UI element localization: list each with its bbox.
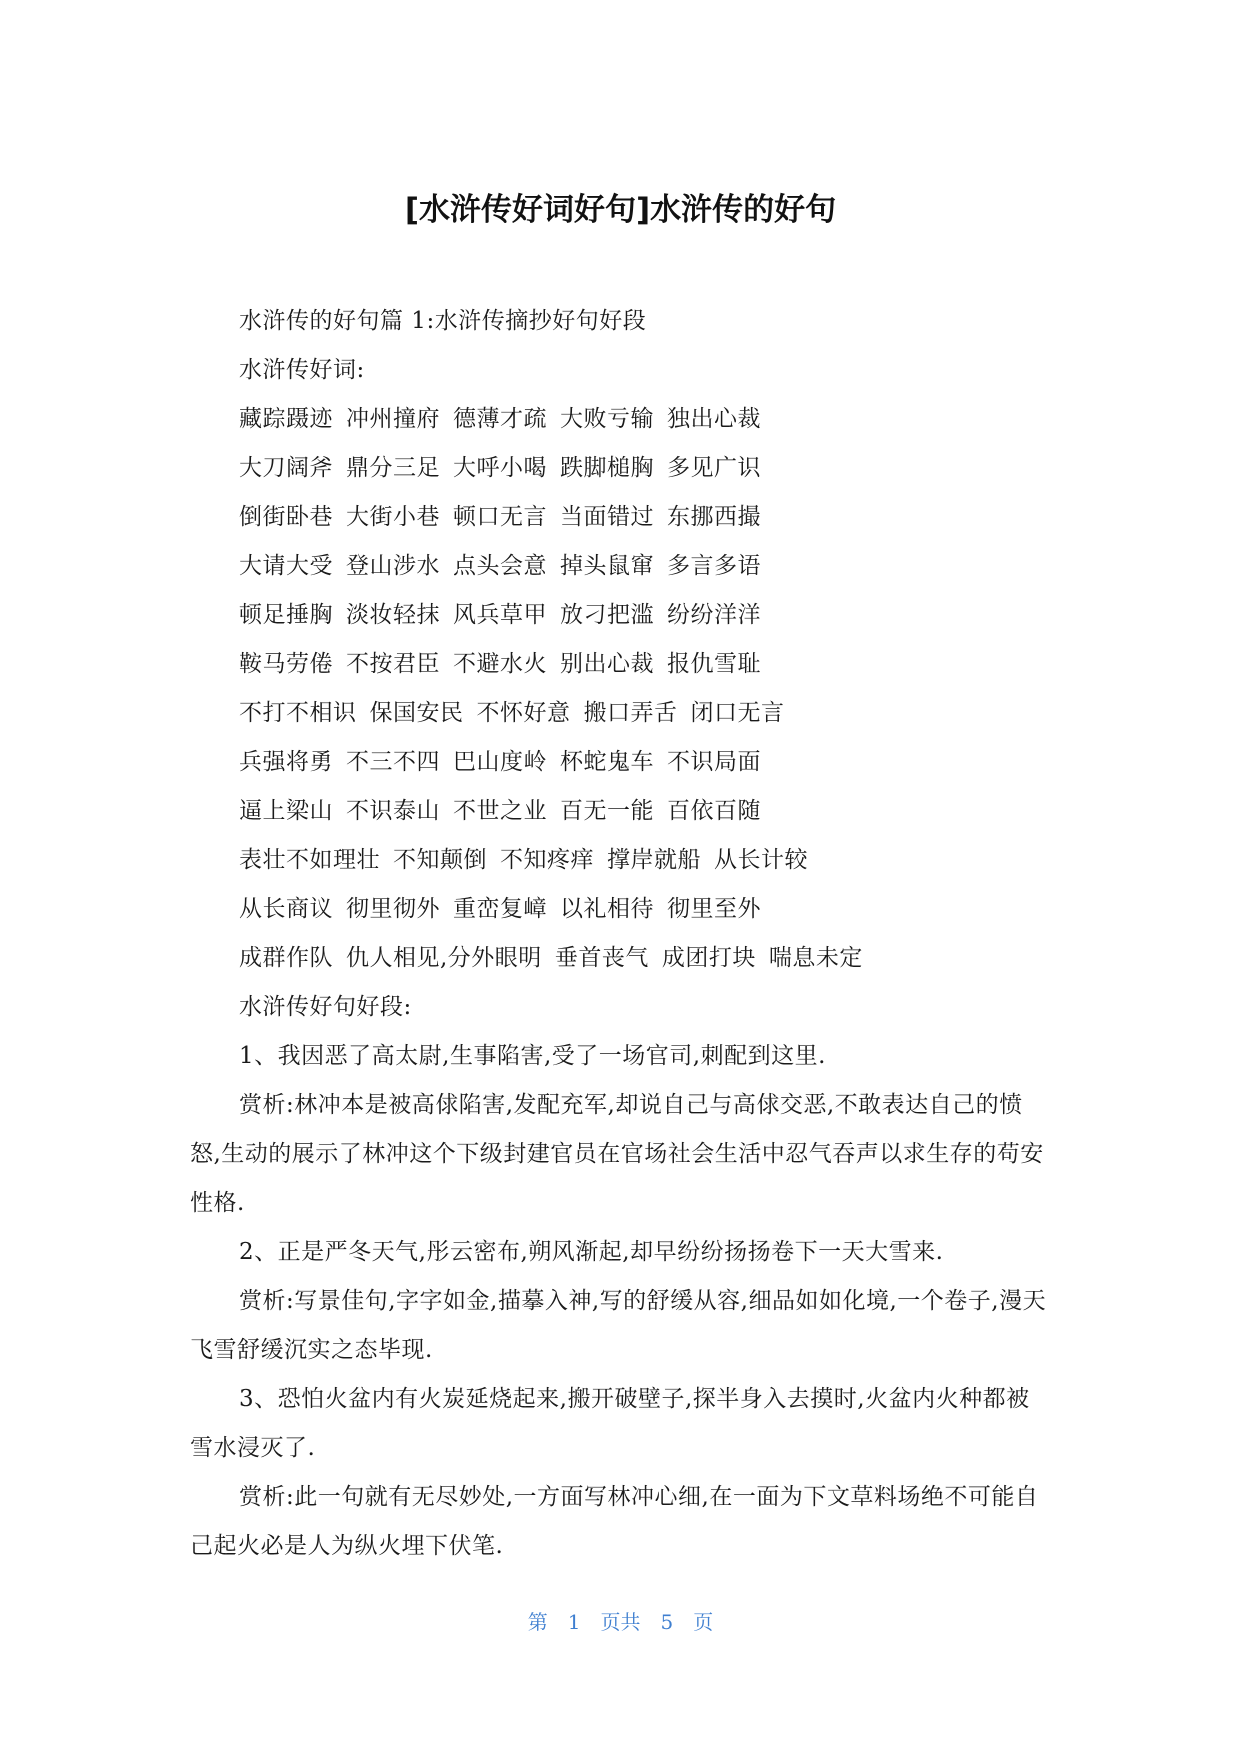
vocab-word: 独出心裁 [667,406,761,432]
vocab-word: 闭口无言 [690,700,785,726]
vocab-word: 多见广识 [667,455,761,481]
document-body [190,297,1052,1571]
vocab-word: 不怀好意 [476,700,571,726]
vocab-word: 兵强将勇 [239,749,333,775]
vocab-word: 百依百随 [667,798,761,824]
vocab-word: 撑岸就船 [607,847,701,873]
vocab-word: 大呼小喝 [453,455,547,481]
vocab-row [190,640,1052,689]
vocab-word: 大街小巷 [346,504,440,530]
vocab-word: 巴山度岭 [453,749,547,775]
vocab-word: 以礼相待 [560,896,654,922]
vocab-word: 淡妆轻抹 [346,602,440,628]
vocab-row [190,934,1052,983]
vocab-row [190,836,1052,885]
vocab-row [190,591,1052,640]
vocab-word: 冲州撞府 [346,406,440,432]
vocab-word: 鞍马劳倦 [239,651,333,677]
vocab-row [190,689,1052,738]
vocab-word: 仇人相见,分外眼明 [346,945,542,971]
vocab-word: 表壮不如理壮 [239,847,380,873]
vocab-row [190,395,1052,444]
paragraph: 赏析:此一句就有无尽妙处,一方面写林冲心细,在一面为下文草料场绝不可能自己起火必是人为纵火埋下伏笔. [190,1484,1039,1559]
section-heading: 水浒传的好句篇 1:水浒传摘抄好句好段 [239,308,647,334]
vocab-word: 彻里彻外 [346,896,440,922]
vocab-word: 跌脚槌胸 [560,455,654,481]
vocab-word: 倒街卧巷 [239,504,333,530]
vocab-word: 风兵草甲 [453,602,547,628]
vocab-row [190,885,1052,934]
vocab-word: 不知疼痒 [500,847,594,873]
paragraph: 赏析:林冲本是被高俅陷害,发配充军,却说自己与高俅交恶,不敢表达自己的愤怒,生动的展示了林冲这个下级封建官员在官场社会生活中忍气吞声以求生存的苟安性格. [190,1092,1044,1216]
vocab-word: 保国安民 [369,700,464,726]
vocab-word: 不打不相识 [239,700,357,726]
vocab-word: 别出心裁 [560,651,654,677]
vocab-word: 从长商议 [239,896,333,922]
vocab-word: 垂首丧气 [554,945,649,971]
footer-middle: 页共 [600,1610,641,1634]
vocab-word: 从长计较 [714,847,808,873]
paragraph: 赏析:写景佳句,字字如金,描摹入神,写的舒缓从容,细品如如化境,一个卷子,漫天飞雪舒缓沉实之态毕现. [190,1288,1047,1363]
vocab-heading: 水浒传好词: [239,357,365,383]
vocab-row [190,493,1052,542]
footer-prefix: 第 [527,1610,548,1634]
vocab-word: 掉头鼠窜 [560,553,654,579]
vocab-word: 报仇雪耻 [667,651,761,677]
vocab-word: 不三不四 [346,749,440,775]
vocab-word: 大请大受 [239,553,333,579]
vocab-word: 登山涉水 [346,553,440,579]
footer-suffix: 页 [693,1610,714,1634]
paragraph: 3、恐怕火盆内有火炭延烧起来,搬开破壁子,探半身入去摸时,火盆内火种都被雪水浸灭了. [190,1386,1030,1461]
paragraph: 1、我因恶了高太尉,生事陷害,受了一场官司,刺配到这里. [239,1043,826,1069]
vocab-row [190,542,1052,591]
vocab-word: 德薄才疏 [453,406,547,432]
vocab-row [190,738,1052,787]
sentences-heading: 水浒传好句好段: [239,994,412,1020]
vocab-row [190,787,1052,836]
paragraph: 2、正是严冬天气,彤云密布,朔风渐起,却早纷纷扬扬卷下一天大雪来. [239,1239,944,1265]
vocab-word: 点头会意 [453,553,547,579]
vocab-word: 多言多语 [667,553,761,579]
vocab-word: 不避水火 [453,651,547,677]
vocab-word: 不按君臣 [346,651,440,677]
vocab-word: 搬口弄舌 [583,700,678,726]
vocab-word: 放刁把滥 [560,602,654,628]
vocab-word: 顿口无言 [453,504,547,530]
vocab-word: 喘息未定 [768,945,863,971]
vocab-word: 逼上梁山 [239,798,333,824]
vocab-word: 重峦复嶂 [453,896,547,922]
vocab-word: 当面错过 [560,504,654,530]
vocab-word: 百无一能 [560,798,654,824]
vocab-word: 成群作队 [239,945,333,971]
vocab-word: 顿足捶胸 [239,602,333,628]
vocab-word: 不识局面 [667,749,761,775]
vocab-word: 藏踪蹑迹 [239,406,333,432]
vocab-list [190,395,1052,983]
vocab-word: 不识泰山 [346,798,440,824]
vocab-word: 纷纷洋洋 [667,602,761,628]
page-title: [水浒传好词好句]水浒传的好句 [404,192,837,228]
vocab-word: 成团打块 [661,945,756,971]
vocab-word: 大刀阔斧 [239,455,333,481]
vocab-word: 鼎分三足 [346,455,440,481]
vocab-word: 不知颠倒 [393,847,487,873]
page-footer [0,1606,1241,1635]
vocab-row [190,444,1052,493]
vocab-word: 彻里至外 [667,896,761,922]
footer-current-page: 1 [567,1610,581,1634]
vocab-word: 不世之业 [453,798,547,824]
footer-total-pages: 5 [660,1610,674,1634]
vocab-word: 东挪西撮 [667,504,761,530]
vocab-word: 大败亏输 [560,406,654,432]
vocab-word: 杯蛇鬼车 [560,749,654,775]
